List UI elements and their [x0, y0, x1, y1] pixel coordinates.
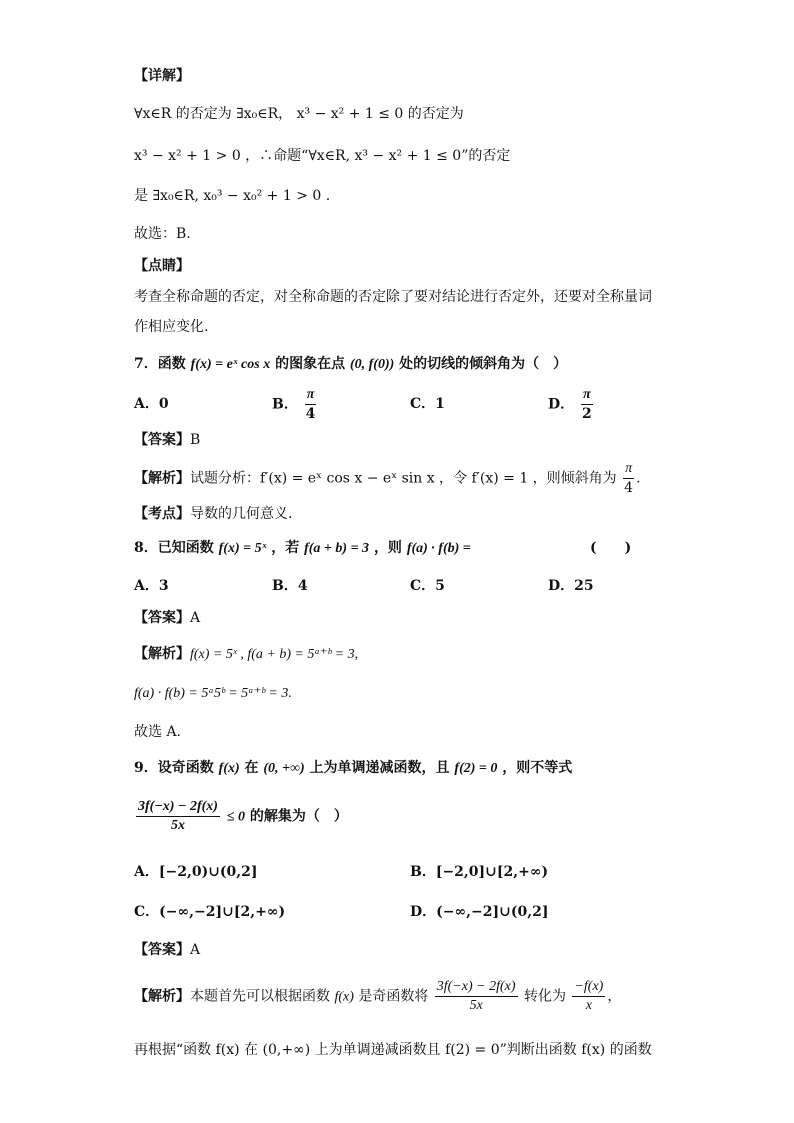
q9-analysis-l1-b: f(x) [334, 989, 354, 1005]
q8-analysis-tag: 【解析】 [134, 646, 190, 662]
q8-stem-func: f(x) = 5ˣ [218, 541, 267, 556]
q7-option-b-den: 4 [305, 406, 316, 422]
q8-analysis-line-1: f(x) = 5ˣ , f(a + b) = 5ᵃ⁺ᵇ = 3, [190, 647, 359, 662]
q9-option-c: C．(−∞,−2]∪[2,+∞) [134, 904, 286, 920]
q9-ineq-rel: ≤ 0 [226, 809, 246, 825]
comment-text: 考查全称命题的否定，对全称命题的否定除了要对结论进行否定外，还要对全称量词作相应变化. [134, 289, 652, 335]
q7-analysis [134, 460, 641, 497]
q9-analysis-frac-1-num: 3f(−x) − 2f(x) [435, 978, 518, 997]
q7-point-text: 导数的几何意义. [190, 506, 293, 522]
q9-ineq-den: 5x [170, 818, 185, 833]
q7-analysis-tag: 【解析】 [134, 470, 190, 487]
q7-stem-func: f(x) = eˣ cos x [190, 357, 271, 372]
q8-analysis-line-2: f(a) · f(b) = 5ᵃ5ᵇ = 5ᵃ⁺ᵇ = 3. [134, 686, 292, 701]
q9-inequality [134, 798, 348, 835]
q9-analysis-tag: 【解析】 [134, 988, 190, 1005]
q8-answer-tag: 【答案】 [134, 610, 190, 626]
q8-stem-pre: 8．已知函数 [134, 540, 214, 556]
q9-ineq-num: 3f(−x) − 2f(x) [136, 798, 220, 817]
q7-stem-mid: 的图象在点 [275, 356, 346, 372]
q9-answer-tag: 【答案】 [134, 942, 190, 958]
q7-answer [134, 430, 200, 450]
q9-option-b: B．[−2,0]∪[2,+∞) [410, 864, 549, 880]
q9-ineq-post: 的解集为（ ） [249, 808, 348, 825]
q7-analysis-num: π [623, 460, 634, 479]
detail-line-1: ∀x∈R 的否定为 ∃x₀∈R， x³ − x² + 1 ≤ 0 的否定为 [134, 106, 464, 122]
q8-option-c: C．5 [410, 578, 445, 594]
q7-answer-value: B [190, 432, 201, 448]
comment-heading: 【点睛】 [134, 258, 190, 274]
q9-answer [134, 940, 200, 960]
q9-stem [134, 758, 572, 779]
q8-stem-post: ，则 [373, 540, 402, 556]
q8-option-d: D．25 [548, 578, 594, 594]
q9-stem-pre: 9．设奇函数 [134, 760, 214, 776]
detail-line-4: 故选：B. [134, 226, 191, 242]
q9-analysis-l1-d: 转化为 [524, 988, 566, 1005]
q8-answer-value: A [190, 610, 201, 626]
q7-option-d-frac [581, 386, 593, 423]
q7-option-d-num: π [581, 386, 593, 405]
q7-option-d-den: 2 [581, 406, 592, 422]
q9-analysis-frac-2-num: −f(x) [572, 978, 605, 997]
q8-stem [134, 538, 471, 559]
q8-analysis [134, 644, 358, 665]
q7-option-b-num: π [305, 386, 317, 405]
q9-ineq-frac [136, 798, 220, 835]
q9-analysis-frac-2 [572, 978, 605, 1015]
detail-line-2: x³ − x² + 1 > 0 ，∴命题“∀x∈R, x³ − x² + 1 ≤ 0”的否定 [134, 148, 511, 164]
q7-stem-post: 处的切线的倾斜角为（ ） [399, 356, 568, 372]
q7-option-c: C．1 [410, 396, 445, 412]
q7-stem-pre: 7．函数 [134, 356, 186, 372]
q7-point-tag: 【考点】 [134, 506, 190, 522]
q8-analysis-line-3: 故选 A. [134, 724, 182, 740]
q7-option-b [272, 386, 318, 423]
q9-stem-mid2: 上为单调递减函数，且 [309, 760, 450, 776]
q7-analysis-den: 4 [624, 480, 634, 496]
q9-analysis [134, 978, 621, 1015]
q9-stem-interval: (0, +∞) [263, 761, 305, 776]
q9-analysis-line-2: 再根据“函数 f(x) 在 (0,+∞) 上为单调递减函数且 f(2) = 0”判断出函数 f(x) 的函数 [134, 1042, 652, 1058]
q8-answer [134, 608, 200, 628]
q8-option-a: A．3 [134, 578, 169, 594]
q9-analysis-l1-c: 是奇函数将 [358, 988, 429, 1005]
q9-stem-func: f(x) [218, 761, 240, 776]
q9-stem-cond: f(2) = 0 [454, 761, 498, 776]
q7-option-a: A．0 [134, 396, 169, 412]
detail-heading: 【详解】 [134, 68, 190, 84]
q8-stem-expr: f(a) · f(b) = [406, 541, 471, 556]
q9-stem-post: ，则不等式 [502, 760, 573, 776]
q9-stem-mid: 在 [244, 760, 259, 776]
q7-answer-tag: 【答案】 [134, 432, 190, 448]
q8-option-b: B．4 [272, 578, 308, 594]
q7-analysis-text: 试题分析：f′(x) = eˣ cos x − eˣ sin x ，令 f′(x) = 1 ，则倾斜角为 [190, 470, 617, 487]
q8-stem-paren: ( ) [590, 540, 632, 556]
q9-analysis-frac-2-den: x [585, 998, 592, 1013]
q9-option-d: D．(−∞,−2]∪(0,2] [410, 904, 549, 920]
detail-line-3: 是 ∃x₀∈R, x₀³ − x₀² + 1 > 0 . [134, 188, 331, 204]
q7-analysis-frac [623, 460, 634, 497]
q9-analysis-frac-1-den: 5x [469, 998, 483, 1013]
q7-option-b-frac [305, 386, 317, 423]
q7-option-d [548, 386, 595, 423]
q9-answer-value: A [190, 942, 201, 958]
q7-analysis-end: . [636, 470, 641, 487]
q7-point [134, 504, 292, 524]
q9-analysis-l1-a: 本题首先可以根据函数 [190, 988, 330, 1005]
q7-stem [134, 354, 567, 375]
q7-option-d-label: D． [548, 396, 575, 413]
q8-stem-mid: ，若 [271, 540, 300, 556]
q7-option-b-label: B． [272, 396, 298, 413]
q9-analysis-frac-1 [435, 978, 518, 1015]
q7-stem-point: (0, f(0)) [349, 357, 395, 372]
q9-analysis-l1-e: ， [607, 988, 622, 1005]
q9-option-a: A．[−2,0)∪(0,2] [134, 864, 258, 880]
q8-stem-cond: f(a + b) = 3 [304, 541, 370, 556]
